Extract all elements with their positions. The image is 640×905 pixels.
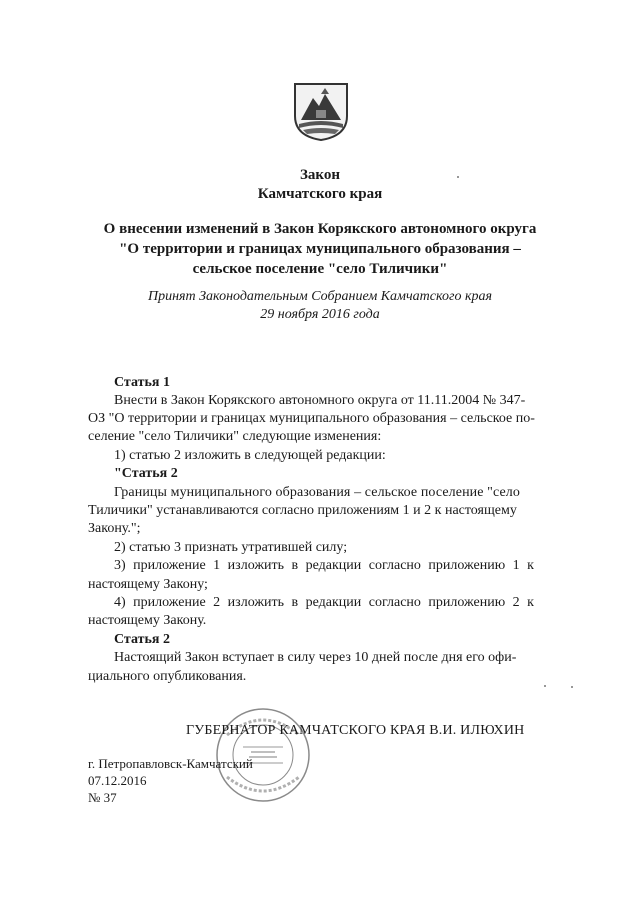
list-item: 2) статью 3 признать утратившей силу;	[114, 540, 348, 555]
text-line: Границы муниципального образования – сельское поселение "село	[114, 484, 520, 500]
subject-line: "О территории и границах муниципального образования –	[119, 241, 521, 257]
subject-line: О внесении изменений в Закон Корякского автономного округа	[103, 221, 537, 237]
text-line: Настоящий Закон вступает в силу через 10 дней после дня его офи-	[114, 650, 517, 666]
adoption-line: Принят Законодательным Собранием Камчатского края	[147, 289, 493, 304]
text-line: селение "село Тиличики" следующие изменения:	[88, 429, 382, 445]
issue-date: 07.12.2016	[88, 773, 147, 788]
article-2	[114, 631, 560, 668]
list-item: 4) приложение 2 изложить в редакции согласно приложению 2 к	[114, 595, 534, 610]
city: г. Петропавловск-Камчатский	[88, 756, 253, 771]
list-item: 3) приложение 1 изложить в редакции согласно приложению 1 к	[114, 558, 534, 574]
signature-line: ГУБЕРНАТОР КАМЧАТСКОГО КРАЯ В.И. ИЛЮХИН	[186, 723, 525, 738]
article-1-heading: Статья 1	[114, 375, 170, 390]
scan-speck	[571, 686, 573, 688]
doc-type-title: Закон	[299, 167, 340, 183]
list-item-4-cont	[88, 612, 560, 630]
article-2-heading: Статья 2	[114, 632, 170, 647]
text-line: Закону.";	[88, 521, 141, 537]
list-item-3-cont	[88, 576, 560, 594]
text-line: циального опубликования.	[88, 669, 247, 684]
subject-line: сельское поселение "село Тиличики"	[192, 261, 448, 277]
text-line: Тиличики" устанавливаются согласно приложениям 1 и 2 к настоящему	[88, 503, 517, 518]
text-line: настоящему Закону;	[88, 577, 208, 592]
list-item-4	[114, 594, 560, 612]
region-title: Камчатского края	[257, 186, 383, 202]
scan-speck	[544, 685, 546, 687]
article-1-text	[114, 392, 560, 410]
adoption-date: 29 ноября 2016 года	[260, 307, 380, 322]
article-1	[114, 374, 560, 392]
document-footer	[88, 755, 253, 806]
text-line: Внести в Закон Корякского автономного округа от 11.11.2004 № 347-	[114, 393, 526, 408]
law-number: № 37	[88, 790, 117, 805]
coat-of-arms-icon	[291, 80, 351, 142]
list-item-2	[114, 539, 560, 576]
text-line: ОЗ "О территории и границах муниципального образования – сельское по-	[88, 411, 535, 426]
law-subject	[0, 219, 640, 279]
quoted-article-cont	[88, 502, 560, 539]
article-1-items	[114, 447, 560, 502]
scan-speck	[457, 176, 459, 178]
text-line: настоящему Закону.	[88, 613, 207, 628]
article-2-cont	[88, 668, 560, 686]
article-1-text-cont	[88, 410, 560, 447]
adoption-note	[0, 288, 640, 324]
list-item: 1) статью 2 изложить в следующей редакции:	[114, 448, 386, 463]
quoted-article-heading: "Статья 2	[114, 466, 178, 482]
